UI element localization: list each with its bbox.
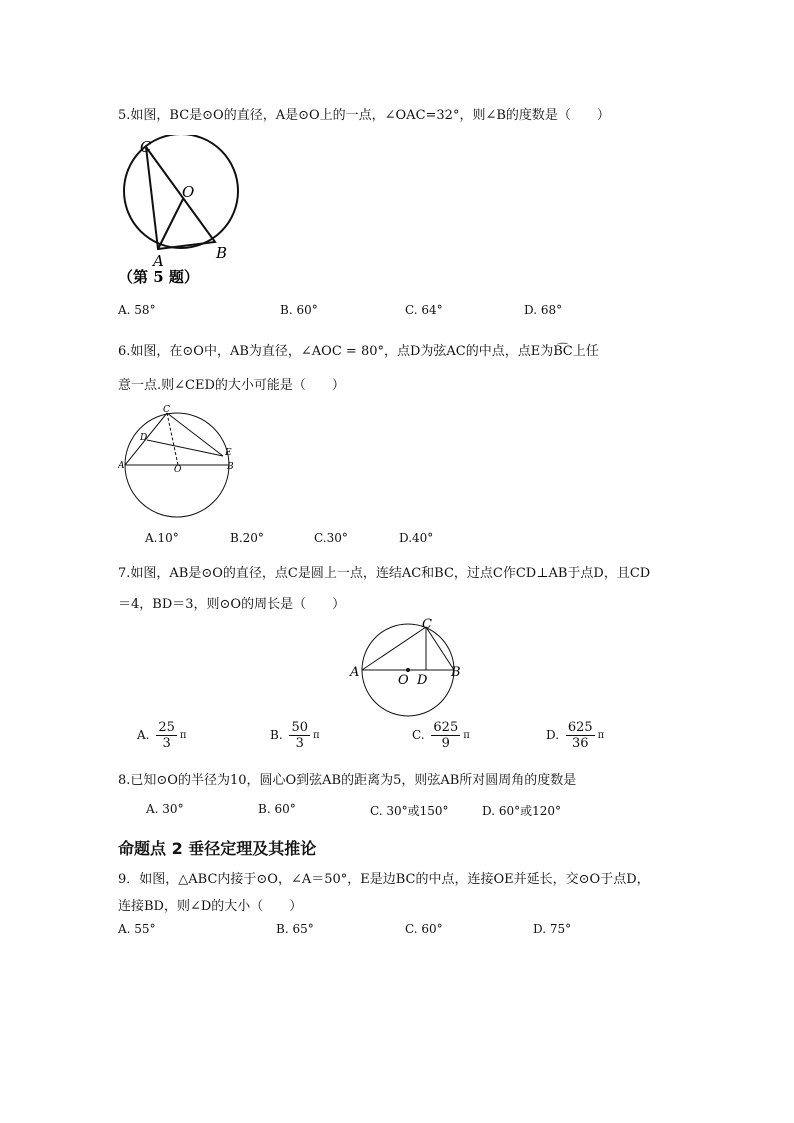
q6-option-c[interactable]: C.30° — [314, 531, 348, 545]
section-title: 命题点 2 垂径定理及其推论 — [118, 839, 317, 858]
q6-label-a: A — [118, 461, 125, 471]
q6-figure — [118, 400, 243, 522]
q5-option-d[interactable]: D. 68° — [524, 303, 563, 317]
q6-option-b[interactable]: B.20° — [230, 531, 264, 545]
q5-option-c[interactable]: C. 64° — [405, 303, 443, 317]
q9-option-a[interactable]: A. 55° — [118, 922, 156, 936]
q7-option-c[interactable]: C. $\frac{625}{9}$ π — [412, 720, 470, 751]
q7-option-b[interactable]: B. $\frac{50}{3}$ π — [270, 720, 320, 751]
q6-option-a[interactable]: A.10° — [145, 531, 179, 545]
q5-text: 5.如图，BC是⊙O的直径，A是⊙O上的一点，∠OAC=32°，则∠B的度数是（ ） — [118, 108, 610, 123]
q6-label-e: E — [225, 448, 232, 458]
q6-label-o: O — [174, 465, 182, 475]
q5-label-o: O — [182, 183, 195, 201]
q8-option-b[interactable]: B. 60° — [258, 802, 296, 816]
q5-option-b[interactable]: B. 60° — [280, 303, 318, 317]
q7-option-b-fraction: $\frac{50}{3}$ — [291, 720, 309, 751]
q9-option-c[interactable]: C. 60° — [405, 922, 443, 936]
q6-label-c: C — [163, 405, 170, 415]
q7-label-b: B — [451, 665, 461, 680]
q8-text: 8.已知⊙O的半径为10，圆心O到弦AB的距离为5，则弦AB所对圆周角的度数是 — [118, 773, 577, 788]
q7-label-o: O — [398, 673, 409, 688]
q7-option-d[interactable]: D. $\frac{625}{36}$ π — [546, 720, 605, 751]
q8-option-c[interactable]: C. 30°或150° — [370, 804, 449, 818]
q6-option-d[interactable]: D.40° — [399, 531, 434, 545]
q6-label-d: D — [140, 433, 148, 443]
q6-line1: 6.如图，在⊙O中，AB为直径，∠AOC = 80°，点D为弦AC的中点，点E为B͡C上任 — [118, 344, 599, 359]
q5-label-b: B — [216, 244, 228, 262]
q7-option-a[interactable]: A. $\frac{25}{3}$ π — [137, 720, 187, 751]
q7-label-a: A — [350, 665, 360, 680]
q6-label-b: B — [227, 462, 234, 472]
q7-label-d: D — [417, 673, 428, 688]
q6-line2: 意一点.则∠CED的大小可能是（ ） — [118, 378, 345, 393]
q7-figure — [346, 614, 466, 720]
q9-line2: 连接BD，则∠D的大小（ ） — [118, 899, 303, 914]
q8-option-d[interactable]: D. 60°或120° — [482, 804, 561, 818]
q5-caption: （第 5 题） — [118, 268, 199, 286]
q7-option-d-fraction: $\frac{625}{36}$ — [567, 720, 593, 751]
q9-line1: 9．如图，△ABC内接于⊙O，∠A＝50°，E是边BC的中点，连接OE并延长，交⊙O于点D， — [118, 872, 650, 887]
q7-label-c: C — [422, 617, 432, 632]
q5-figure — [110, 135, 250, 293]
q9-option-d[interactable]: D. 75° — [533, 922, 572, 936]
q5-label-a: A — [153, 252, 164, 270]
q8-option-a[interactable]: A. 30° — [146, 802, 184, 816]
q7-line2: ＝4，BD＝3，则⊙O的周长是（ ） — [118, 597, 346, 612]
q7-line1: 7.如图，AB是⊙O的直径，点C是圆上一点，连结AC和BC，过点C作CD⊥AB于点D，且CD — [118, 566, 651, 581]
q9-option-b[interactable]: B. 65° — [276, 922, 314, 936]
q5-option-a[interactable]: A. 58° — [118, 303, 156, 317]
q7-option-a-fraction: $\frac{25}{3}$ — [158, 720, 175, 751]
q5-label-c: C — [140, 138, 152, 156]
q7-option-c-fraction: $\frac{625}{9}$ — [433, 720, 459, 751]
